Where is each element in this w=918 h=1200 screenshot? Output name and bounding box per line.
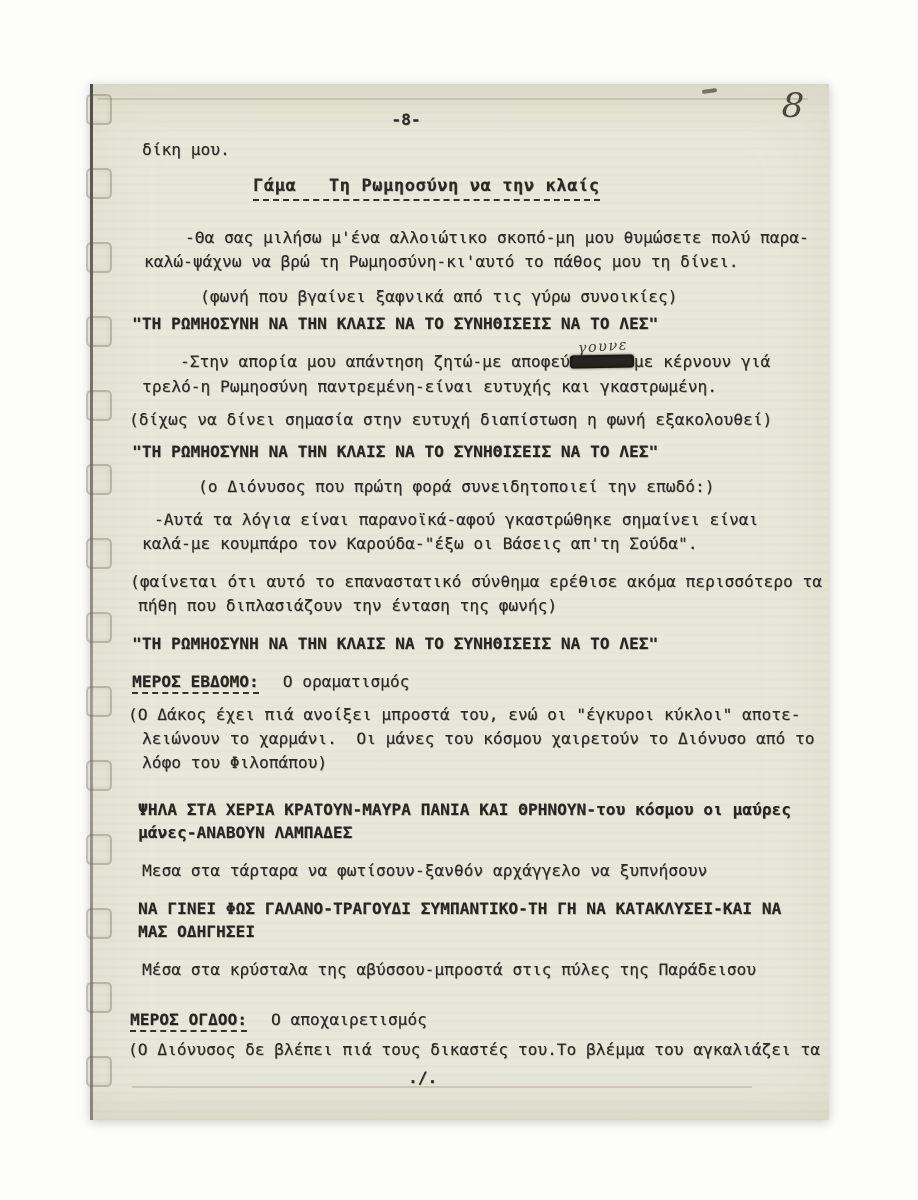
monologue-text-before: -Στην απορία μου απάντηση ζητώ-με αποφεύ: [180, 352, 570, 371]
scan-streak-bottom: [132, 1086, 752, 1088]
handwritten-page-number: 8: [780, 85, 806, 127]
verse-line: ΝΑ ΓΙΝΕΙ ΦΩΣ ΓΑΛΑΝΟ-ΤΡΑΓΟΥΔΙ ΣΥΜΠΑΝΤΙΚΟ-ΤΗ ΓΗ ΝΑ ΚΑΤΑΚΛΥΣΕΙ-ΚΑΙ ΝΑ: [138, 899, 782, 918]
monologue-line: καλά-με κουμπάρο τον Καρούδα-"έξω οι Βάσεις απ'τη Σούδα".: [142, 534, 698, 553]
binding-hole: [86, 390, 112, 421]
stage-direction: λόφο του Φιλοπάπου): [142, 753, 328, 772]
verse-line: Μεσα στα τάρταρα να φωτίσουν-ξανθόν αρχάγγελο να ξυπνήσουν: [142, 861, 708, 880]
binding-hole: [86, 686, 112, 717]
monologue-line: -Θα σας μιλήσω μ'ένα αλλοιώτικο σκοπό-μη μου θυμώσετε πολύ παρα-: [185, 228, 809, 247]
refrain-line: "ΤΗ ΡΩΜΗΟΣΥΝΗ ΝΑ ΤΗΝ ΚΛΑΙΣ ΝΑ ΤΟ ΣΥΝΗΘΙΣΕΙΣ ΝΑ ΤΟ ΛΕΣ": [132, 634, 659, 653]
monologue-line-with-correction: [180, 337, 771, 372]
stage-direction: (φωνή που βγαίνει ξαφνικά από τις γύρω συνοικίες): [200, 287, 678, 306]
monologue-text-after: με κέρνουν γιά: [633, 352, 771, 371]
monologue-line: καλώ-ψάχνω να βρώ τη Ρωμηοσύνη-κι'αυτό το πάθος μου τη δίνει.: [144, 252, 739, 271]
scan-streak-top: [98, 98, 808, 100]
part-eight-heading-line: [130, 1010, 427, 1030]
stage-direction: (δίχως να δίνει σημασία στην ευτυχή διαπίστωση η φωνή εξακολουθεί): [129, 410, 773, 429]
monologue-line: τρελό-η Ρωμηοσύνη παντρεμένη-είναι ευτυχής και γκαστρωμένη.: [142, 377, 717, 396]
verse-line: μάνες-ΑΝΑΒΟΥΝ ΛΑΜΠΑΔΕΣ: [138, 823, 353, 842]
typed-page-number: -8-: [391, 110, 421, 129]
stage-direction: πήθη που διπλασιάζουν την ένταση της φωνής): [138, 596, 558, 615]
handwritten-correction: γουνε: [577, 337, 629, 357]
crossed-out-word: [570, 337, 634, 368]
verse-line: ΨΗΛΑ ΣΤΑ ΧΕΡΙΑ ΚΡΑΤΟΥΝ-ΜΑΥΡΑ ΠΑΝΙΑ ΚΑΙ ΘΡΗΝΟΥΝ-του κόσμου οι μαύρες: [138, 800, 791, 819]
part-seven-title: Ο οραματισμός: [282, 672, 410, 691]
part-seven-label: ΜΕΡΟΣ ΕΒΔΟΜΟ:: [132, 672, 259, 694]
refrain-line: "ΤΗ ΡΩΜΗΟΣΥΝΗ ΝΑ ΤΗΝ ΚΛΑΙΣ ΝΑ ΤΟ ΣΥΝΗΘΙΣΕΙΣ ΝΑ ΤΟ ΛΕΣ": [132, 442, 659, 461]
stage-direction: (ο Διόνυσος που πρώτη φορά συνειδητοποιεί την επωδό:): [198, 477, 715, 496]
binding-hole: [86, 168, 112, 199]
stage-direction: λειώνουν το χαρμάνι. Οι μάνες του κόσμου χαιρετούν το Διόνυσο από το: [142, 729, 815, 748]
ink-smudge: [702, 88, 717, 94]
binding-hole: [86, 1056, 112, 1087]
part-eight-title: Ο αποχαιρετισμός: [270, 1010, 427, 1029]
binding-hole: [86, 94, 112, 125]
part-eight-label: ΜΕΡΟΣ ΟΓΔΟΟ:: [130, 1010, 247, 1032]
part-seven-heading-line: [132, 672, 409, 692]
stage-direction: (φαίνεται ότι αυτό το επαναστατικό σύνθημα ερέθισε ακόμα περισσότερο τα: [130, 572, 822, 591]
binding-hole: [86, 538, 112, 569]
binding-hole: [86, 316, 112, 347]
song-title: Γάμα Τη Ρωμηοσύνη να την κλαίς: [253, 176, 600, 201]
binding-hole: [86, 612, 112, 643]
carryover-text: δίκη μου.: [142, 140, 230, 159]
refrain-line: "ΤΗ ΡΩΜΗΟΣΥΝΗ ΝΑ ΤΗΝ ΚΛΑΙΣ ΝΑ ΤΟ ΣΥΝΗΘΙΣΕΙΣ ΝΑ ΤΟ ΛΕΣ": [132, 314, 659, 333]
binding-hole: [86, 242, 112, 273]
binding-hole: [86, 464, 112, 495]
binding-hole: [86, 982, 112, 1013]
binding-hole: [86, 760, 112, 791]
monologue-line: -Αυτά τα λόγια είναι παρανοϊκά-αφού γκαστρώθηκε σημαίνει είναι: [154, 510, 759, 529]
stage-direction: (Ο Διόνυσος δε βλέπει πιά τους δικαστές του.Το βλέμμα του αγκαλιάζει τα: [128, 1040, 820, 1059]
scanned-typescript-page: [90, 84, 829, 1120]
stage-direction: (Ο Δάκος έχει πιά ανοίξει μπροστά του, ενώ οι "έγκυροι κύκλοι" αποτε-: [128, 705, 801, 724]
continuation-mark: ./.: [408, 1068, 438, 1087]
verse-line: Μέσα στα κρύσταλα της αβύσσου-μπροστά στις πύλες της Παράδεισου: [142, 960, 756, 979]
binding-hole: [86, 908, 112, 939]
binding-hole: [86, 834, 112, 865]
verse-line: ΜΑΣ ΟΔΗΓΗΣΕΙ: [138, 922, 255, 941]
